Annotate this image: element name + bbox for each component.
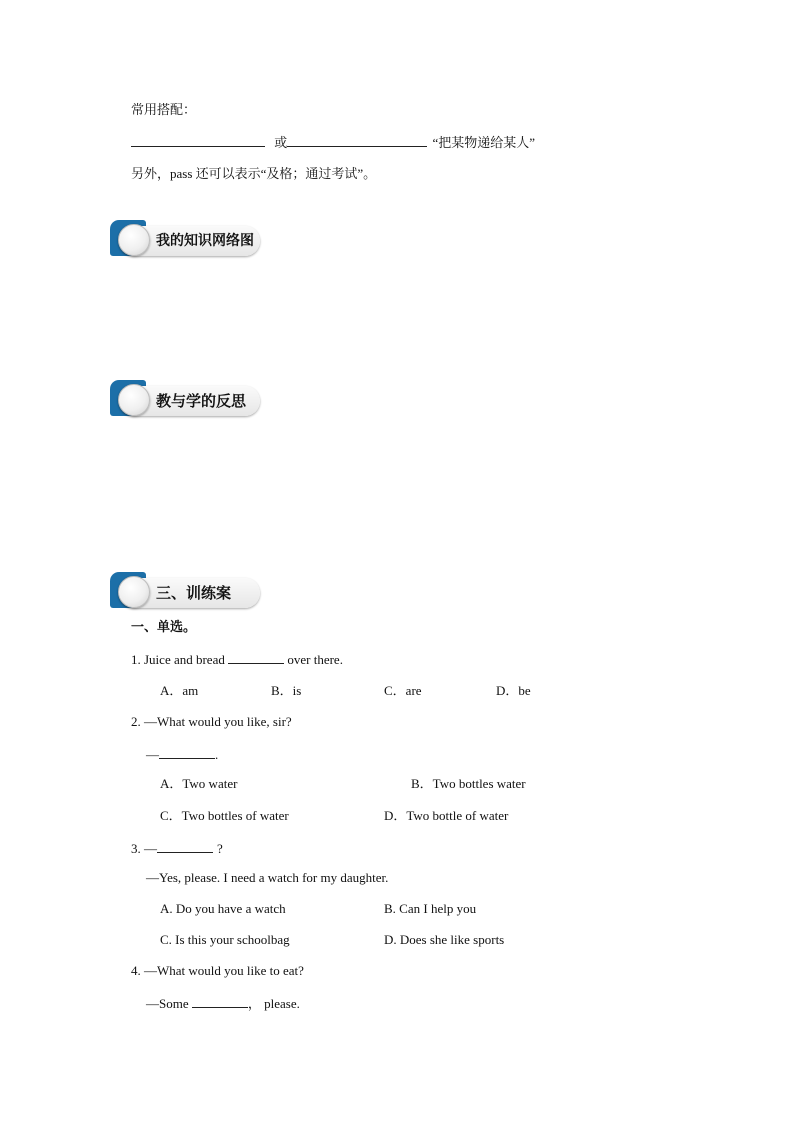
pass-note: 另外，pass 还可以表示“及格；通过考试”。: [131, 166, 377, 181]
dash: —: [146, 747, 159, 762]
option-c[interactable]: C．Two bottles of water: [160, 808, 289, 823]
section-title: 教与学的反思: [156, 392, 247, 410]
option-b[interactable]: B．is: [271, 683, 302, 698]
section-header-reflection: [110, 380, 262, 420]
option-c[interactable]: C．are: [384, 683, 422, 698]
answer-blank[interactable]: [287, 134, 427, 147]
section-title: 我的知识网络图: [156, 233, 254, 249]
part-title: 一、单选。: [131, 620, 197, 635]
section-title: 三、训练案: [156, 584, 232, 602]
circle-icon: [118, 384, 150, 416]
option-a[interactable]: A. Do you have a watch: [160, 901, 286, 916]
question-text: over there.: [287, 652, 343, 667]
question-4-answer-line: [146, 995, 300, 1012]
question-2-answer-line: [146, 746, 218, 763]
answer-prefix: —Some: [146, 996, 189, 1011]
answer-suffix: ， please.: [247, 996, 300, 1011]
option-d[interactable]: D．be: [496, 683, 531, 698]
question-mark: ?: [217, 841, 223, 856]
period: .: [215, 747, 219, 762]
question-number: 3. —: [131, 841, 157, 856]
option-a[interactable]: A．am: [160, 683, 199, 698]
option-d[interactable]: D．Two bottle of water: [384, 808, 509, 823]
section-header-training: [110, 572, 262, 612]
answer-blank[interactable]: [228, 651, 284, 664]
option-a[interactable]: A．Two water: [160, 776, 238, 791]
question-text: 1. Juice and bread: [131, 652, 225, 667]
option-b[interactable]: B. Can I help you: [384, 901, 477, 916]
question-2-prompt: 2. —What would you like, sir?: [131, 714, 292, 729]
circle-icon: [118, 576, 150, 608]
question-1: [131, 651, 343, 668]
or-word: 或: [274, 135, 288, 150]
answer-blank[interactable]: [157, 840, 213, 853]
meaning-text: “把某物递给某人”: [432, 135, 536, 150]
answer-blank[interactable]: [192, 995, 248, 1008]
question-3-prompt: [131, 840, 223, 857]
collocation-line: [131, 134, 535, 151]
section-header-knowledge-map: [110, 220, 262, 260]
question-4-prompt: 4. —What would you like to eat?: [131, 963, 304, 978]
question-3-reply: —Yes, please. I need a watch for my daughter.: [146, 870, 389, 885]
option-d[interactable]: D. Does she like sports: [384, 932, 505, 947]
option-c[interactable]: C. Is this your schoolbag: [160, 932, 290, 947]
option-b[interactable]: B．Two bottles water: [411, 776, 526, 791]
answer-blank[interactable]: [131, 134, 265, 147]
collocation-label: 常用搭配：: [131, 102, 197, 117]
answer-blank[interactable]: [159, 746, 215, 759]
circle-icon: [118, 224, 150, 256]
